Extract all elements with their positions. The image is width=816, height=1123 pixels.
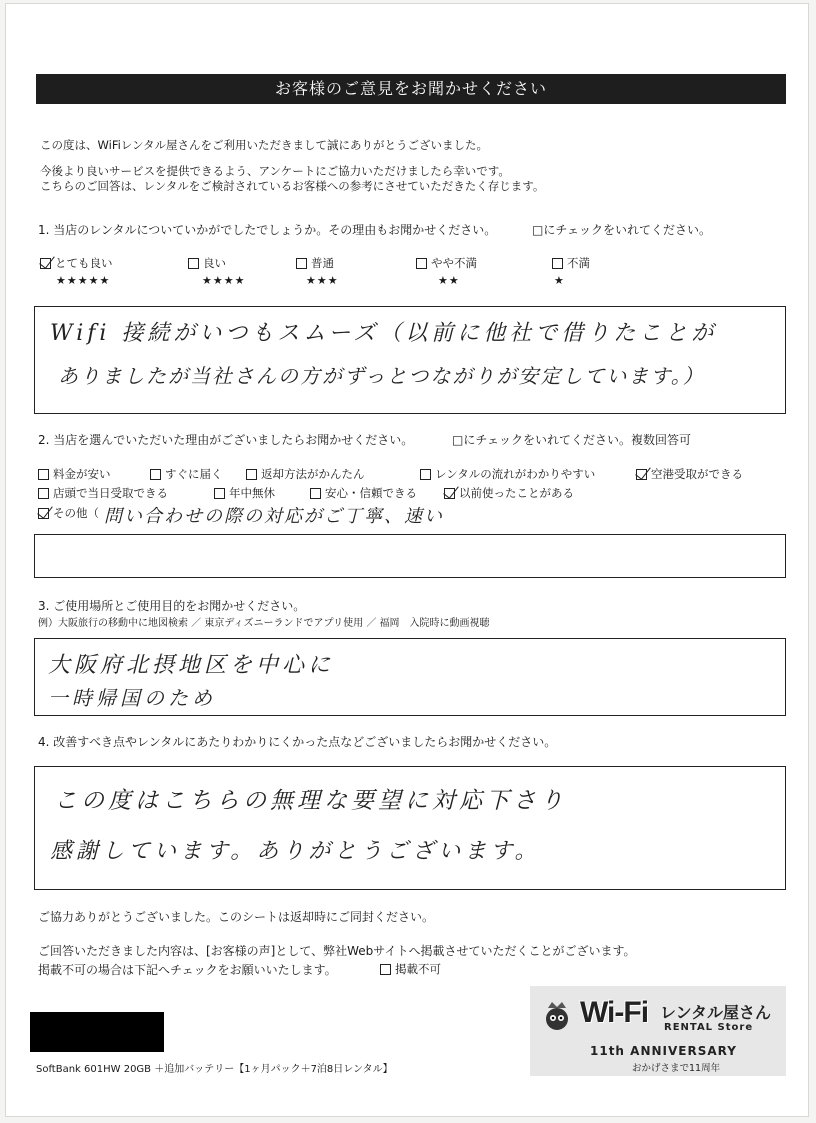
rental-info: SoftBank 601HW 20GB ＋追加バッテリー【1ヶ月パック＋7泊8日レンタル】	[36, 1064, 393, 1075]
logo-sub-text: おかげさまで11周年	[632, 1063, 721, 1074]
checkbox-cheap[interactable]	[38, 469, 49, 480]
q2-instruction: □にチェックをいれてください。複数回答可	[452, 433, 691, 447]
q2-option-fast-delivery[interactable]	[150, 467, 223, 482]
thanks-text: ご協力ありがとうございました。このシートは返却時にご同封ください。	[38, 910, 435, 924]
checkbox-good[interactable]	[188, 258, 199, 269]
option-label: 空港受取ができる	[651, 467, 743, 481]
stars-normal: ★★★	[306, 274, 339, 287]
logo-en-text: RENTAL Store	[664, 1022, 754, 1033]
q2-option-cheap[interactable]	[38, 467, 111, 482]
checkbox-very-good[interactable]	[40, 258, 51, 269]
checkbox-easy-flow[interactable]	[420, 469, 431, 480]
checkbox-used-before[interactable]	[444, 488, 455, 499]
q1-instruction: □にチェックをいれてください。	[532, 223, 711, 237]
q2-option-airport-pickup[interactable]	[636, 467, 743, 482]
intro-line-3: こちらのご回答は、レンタルをご検討されているお客様への参考にさせていただきたく存じます。	[40, 179, 545, 193]
q3-question: 3. ご使用場所とご使用目的をお聞かせください。	[38, 599, 306, 613]
q1-option-dissatisfied[interactable]	[552, 256, 590, 271]
option-label: とても良い	[55, 256, 113, 270]
q2-question: 2. 当店を選んでいただいた理由がございましたらお聞かせください。	[38, 433, 414, 447]
checkbox-airport-pickup[interactable]	[636, 469, 647, 480]
checkbox-store-pickup[interactable]	[38, 488, 49, 499]
stars-good: ★★★★	[202, 274, 246, 287]
intro-line-1: この度は、WiFiレンタル屋さんをご利用いただきまして誠にありがとうございました。	[40, 138, 489, 152]
page-title: お客様のご意見をお聞かせください	[36, 74, 786, 104]
redacted-block	[30, 1012, 164, 1052]
q4-answer-line-1: この度はこちらの無理な要望に対応下さり	[54, 788, 567, 814]
q1-option-somewhat-dissatisfied[interactable]	[416, 256, 477, 271]
q2-option-trustworthy[interactable]	[310, 486, 417, 501]
option-label: 店頭で当日受取できる	[53, 486, 168, 500]
checkbox-somewhat-dissatisfied[interactable]	[416, 258, 427, 269]
q2-option-other[interactable]	[38, 506, 99, 521]
q3-example: 例）大阪旅行の移動中に地図検索 ／ 東京ディズニーランドでアプリ使用 ／ 福岡 入院時に動画視聴	[38, 618, 490, 629]
option-label: 良い	[203, 256, 226, 270]
logo-jp-text: レンタル屋さん	[660, 1003, 771, 1022]
checkbox-normal[interactable]	[296, 258, 307, 269]
stars-dissatisfied: ★	[554, 274, 565, 287]
stars-somewhat-dissatisfied: ★★	[438, 274, 460, 287]
option-label: 返却方法がかんたん	[261, 467, 365, 481]
q1-question: 1. 当店のレンタルについていかがでしたでしょうか。その理由もお聞かせください。	[38, 223, 497, 237]
checkbox-dissatisfied[interactable]	[552, 258, 563, 269]
q2-option-open-all-year[interactable]	[214, 486, 275, 501]
option-label: すぐに届く	[165, 467, 223, 481]
option-label: やや不満	[431, 256, 477, 270]
checkbox-open-all-year[interactable]	[214, 488, 225, 499]
option-label: 年中無休	[229, 486, 275, 500]
option-label: 不満	[567, 256, 590, 270]
logo-wifi-text: Wi-Fi	[580, 996, 649, 1029]
option-label: その他（	[53, 506, 99, 520]
option-label: 以前使ったことがある	[459, 486, 574, 500]
q1-option-normal[interactable]	[296, 256, 334, 271]
q3-answer-line-2: 一時帰国のため	[48, 686, 216, 710]
checkbox-other[interactable]	[38, 508, 49, 519]
q3-answer-line-1: 大阪府北摂地区を中心に	[48, 653, 335, 678]
q1-option-good[interactable]	[188, 256, 226, 271]
option-label: 普通	[311, 256, 334, 270]
q2-answer-box[interactable]	[34, 534, 786, 578]
publish-notice-1: ご回答いただきました内容は、[お客様の声]として、弊社Webサイトへ掲載させていただくことがございます。	[38, 944, 636, 958]
no-publish-option[interactable]	[380, 962, 441, 977]
logo-anniversary-text: 11th ANNIVERSARY	[590, 1044, 737, 1058]
checkbox-fast-delivery[interactable]	[150, 469, 161, 480]
option-label: 料金が安い	[53, 467, 111, 481]
option-label: レンタルの流れがわかりやすい	[435, 467, 596, 481]
intro-line-2: 今後より良いサービスを提供できるよう、アンケートにご協力いただけましたら幸いです。	[40, 164, 510, 178]
stars-very-good: ★★★★★	[56, 274, 111, 287]
checkbox-trustworthy[interactable]	[310, 488, 321, 499]
checkbox-no-publish[interactable]	[380, 964, 391, 975]
q2-other-text: 問い合わせの際の対応がご丁寧、速い	[104, 506, 444, 527]
checkbox-easy-return[interactable]	[246, 469, 257, 480]
q4-answer-line-2: 感謝しています。ありがとうございます。	[50, 839, 541, 864]
q2-option-store-pickup[interactable]	[38, 486, 168, 501]
q1-option-very-good[interactable]	[40, 256, 113, 271]
q1-answer-line-1: Wifi 接続がいつもスムーズ（以前に他社で借りたことが	[50, 321, 718, 346]
q2-option-used-before[interactable]	[444, 486, 574, 501]
q2-option-easy-return[interactable]	[246, 467, 365, 482]
option-label: 掲載不可	[395, 962, 441, 976]
q4-question: 4. 改善すべき点やレンタルにあたりわかりにくかった点などございましたらお聞かせください。	[38, 735, 557, 749]
q1-answer-line-2: ありましたが当社さんの方がずっとつながりが安定しています。）	[58, 364, 705, 388]
crown-mascot-icon	[540, 998, 574, 1032]
publish-notice-2: 掲載不可の場合は下記へチェックをお願いいたします。	[38, 963, 337, 977]
option-label: 安心・信頼できる	[325, 486, 417, 500]
q2-option-easy-flow[interactable]	[420, 467, 595, 482]
